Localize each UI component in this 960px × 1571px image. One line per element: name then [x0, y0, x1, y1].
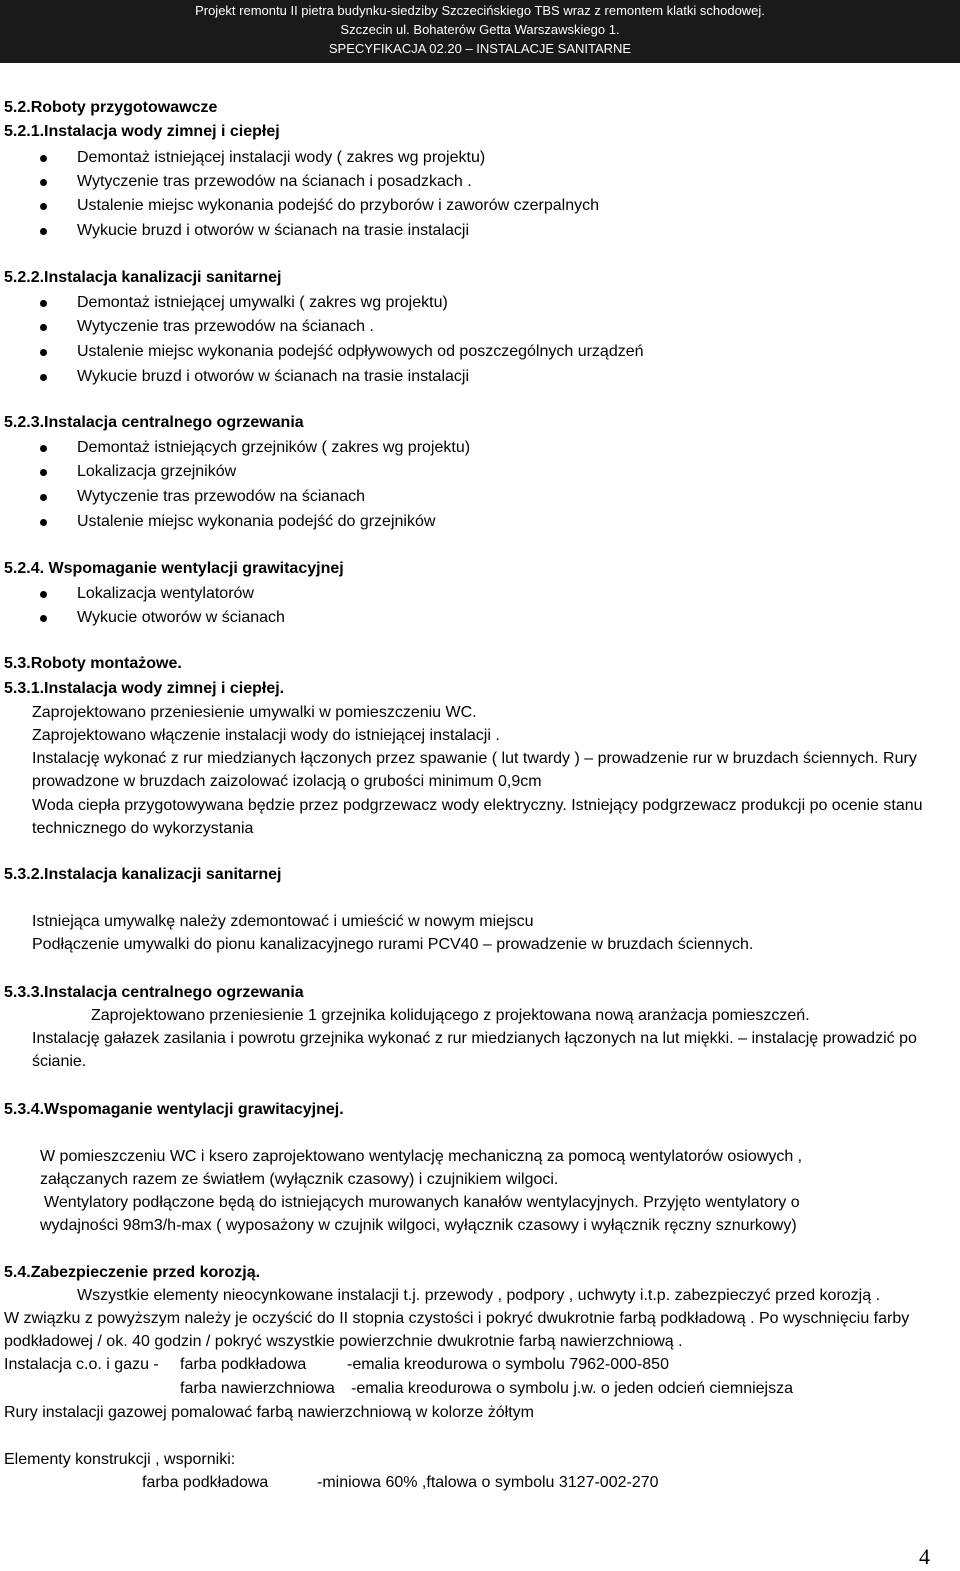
- bullet-icon: [40, 203, 47, 210]
- section-heading-5-3: 5.3.Roboty montażowe.: [4, 655, 182, 672]
- paragraph: Wszystkie elementy nieocynkowane instalacji t.j. przewody , podpory , uchwyty i.t.p. zabezpieczyć przed korozją .: [77, 1287, 881, 1304]
- bullet-icon: [40, 324, 47, 331]
- structures-label: Elementy konstrukcji , wsporniki:: [4, 1451, 236, 1468]
- list-item: Wytyczenie tras przewodów na ścianach i posadzkach .: [77, 173, 472, 190]
- primer-paint: farba podkładowa: [180, 1356, 307, 1373]
- subsection-heading-5-2-1: 5.2.1.Instalacja wody zimnej i ciepłej: [4, 123, 280, 140]
- page-number: 4: [919, 1544, 930, 1569]
- list-item: Demontaż istniejącej instalacji wody ( zakres wg projektu): [77, 149, 486, 166]
- header-line-3: SPECYFIKACJA 02.20 – INSTALACJE SANITARNE: [328, 41, 632, 56]
- primer-paint-spec: -miniowa 60% ,ftalowa o symbolu 3127-002-270: [317, 1474, 659, 1491]
- bullet-icon: [40, 374, 47, 381]
- paragraph: W pomieszczeniu WC i ksero zaprojektowano wentylację mechaniczną za pomocą wentylatorów osiowych , załączanych razem ze światłem (wyłącznik czasowy) i czujnikiem wilgoci.: [40, 1148, 803, 1188]
- bullet-icon: [40, 349, 47, 356]
- paragraph: Podłączenie umywalki do pionu kanalizacyjnego rurami PCV40 – prowadzenie w bruzdach ściennych.: [32, 936, 754, 953]
- bullet-icon: [40, 179, 47, 186]
- primer-paint-spec: -emalia kreodurowa o symbolu 7962-000-850: [347, 1356, 669, 1373]
- paragraph: Rury instalacji gazowej pomalować farbą nawierzchniową w kolorze żółtym: [4, 1404, 534, 1421]
- paragraph: W związku z powyższym należy je oczyścić do II stopnia czystości i pokryć dwukrotnie farbą podkładową . Po wyschnięciu farby podkładowej / ok. 40 godzin / pokryć wszystkie powierzchnie dwukrotnie farbą nawierzchniową .: [4, 1310, 910, 1350]
- subsection-heading-5-2-2: 5.2.2.Instalacja kanalizacji sanitarnej: [4, 269, 282, 286]
- list-item: Demontaż istniejącej umywalki ( zakres wg projektu): [77, 294, 448, 311]
- bullet-icon: [40, 469, 47, 476]
- page-header: [0, 0, 960, 63]
- list-item: Ustalenie miejsc wykonania podejść do grzejników: [77, 513, 436, 530]
- subsection-heading-5-3-3: 5.3.3.Instalacja centralnego ogrzewania: [4, 984, 304, 1001]
- subsection-heading-5-2-4: 5.2.4. Wspomaganie wentylacji grawitacyjnej: [4, 560, 344, 577]
- list-item: Wykucie bruzd i otworów w ścianach na trasie instalacji: [77, 368, 470, 385]
- bullet-icon: [40, 228, 47, 235]
- paragraph: Woda ciepła przygotowywana będzie przez podgrzewacz wody elektryczny. Istniejący podgrzewacz produkcji po ocenie stanu technicznego do wykorzystania: [32, 797, 923, 837]
- section-heading-5-4: 5.4.Zabezpieczenie przed korozją.: [4, 1264, 261, 1281]
- co-gas-label: Instalacja c.o. i gazu -: [4, 1356, 159, 1373]
- bullet-icon: [40, 155, 47, 162]
- list-item: Demontaż istniejących grzejników ( zakres wg projektu): [77, 439, 471, 456]
- subsection-heading-5-3-4: 5.3.4.Wspomaganie wentylacji grawitacyjnej.: [4, 1101, 344, 1118]
- subsection-heading-5-3-2: 5.3.2.Instalacja kanalizacji sanitarnej: [4, 866, 282, 883]
- list-item: Wykucie otworów w ścianach: [77, 609, 285, 626]
- paragraph: Instalację wykonać z rur miedzianych łączonych przez spawanie ( lut twardy ) – prowadzenie rur w bruzdach ściennych. Rury prowadzone w bruzdach zaizolować izolacją o grubości minimum 0,9cm: [32, 750, 917, 790]
- paragraph: Zaprojektowano przeniesienie 1 grzejnika kolidującego z projektowana nową aranżacja pomieszczeń.: [91, 1007, 810, 1024]
- list-item: Lokalizacja grzejników: [77, 463, 237, 480]
- bullet-icon: [40, 494, 47, 501]
- subsection-heading-5-2-3: 5.2.3.Instalacja centralnego ogrzewania: [4, 414, 304, 431]
- topcoat-paint: farba nawierzchniowa: [180, 1380, 335, 1397]
- bullet-icon: [40, 519, 47, 526]
- list-item: Lokalizacja wentylatorów: [77, 585, 254, 602]
- paragraph: Zaprojektowano włączenie instalacji wody do istniejącej instalacji .: [32, 727, 500, 744]
- paragraph: Wentylatory podłączone będą do istniejących murowanych kanałów wentylacyjnych. Przyjęto wentylatory o wydajności 98m3/h-max ( wyposażony w czujnik wilgoci, wyłącznik czasowy i wyłącznik ręczny sznurkowy): [40, 1194, 800, 1234]
- bullet-icon: [40, 445, 47, 452]
- list-item: Wykucie bruzd i otworów w ścianach na trasie instalacji: [77, 222, 470, 239]
- header-line-1: Projekt remontu II pietra budynku-siedziby Szczecińskiego TBS wraz z remontem klatki schodowej.: [195, 3, 765, 18]
- header-line-2: Szczecin ul. Bohaterów Getta Warszawskiego 1.: [340, 22, 620, 37]
- paragraph: Zaprojektowano przeniesienie umywalki w pomieszczeniu WC.: [32, 704, 477, 721]
- section-heading-5-2: 5.2.Roboty przygotowawcze: [4, 99, 218, 116]
- list-item: Ustalenie miejsc wykonania podejść odpływowych od poszczególnych urządzeń: [77, 343, 644, 360]
- paragraph: Instalację gałazek zasilania i powrotu grzejnika wykonać z rur miedzianych łączonych na lut miękki. – instalację prowadzić po ścianie.: [32, 1030, 917, 1070]
- list-item: Wytyczenie tras przewodów na ścianach: [77, 488, 365, 505]
- paragraph: Istniejąca umywalkę należy zdemontować i umieścić w nowym miejscu: [32, 913, 534, 930]
- bullet-icon: [40, 615, 47, 622]
- list-item: Wytyczenie tras przewodów na ścianach .: [77, 318, 374, 335]
- bullet-icon: [40, 300, 47, 307]
- subsection-heading-5-3-1: 5.3.1.Instalacja wody zimnej i ciepłej.: [4, 680, 285, 697]
- bullet-icon: [40, 591, 47, 598]
- primer-paint: farba podkładowa: [142, 1474, 269, 1491]
- list-item: Ustalenie miejsc wykonania podejść do przyborów i zaworów czerpalnych: [77, 197, 600, 214]
- topcoat-paint-spec: -emalia kreodurowa o symbolu j.w. o jeden odcień ciemniejsza: [351, 1380, 793, 1397]
